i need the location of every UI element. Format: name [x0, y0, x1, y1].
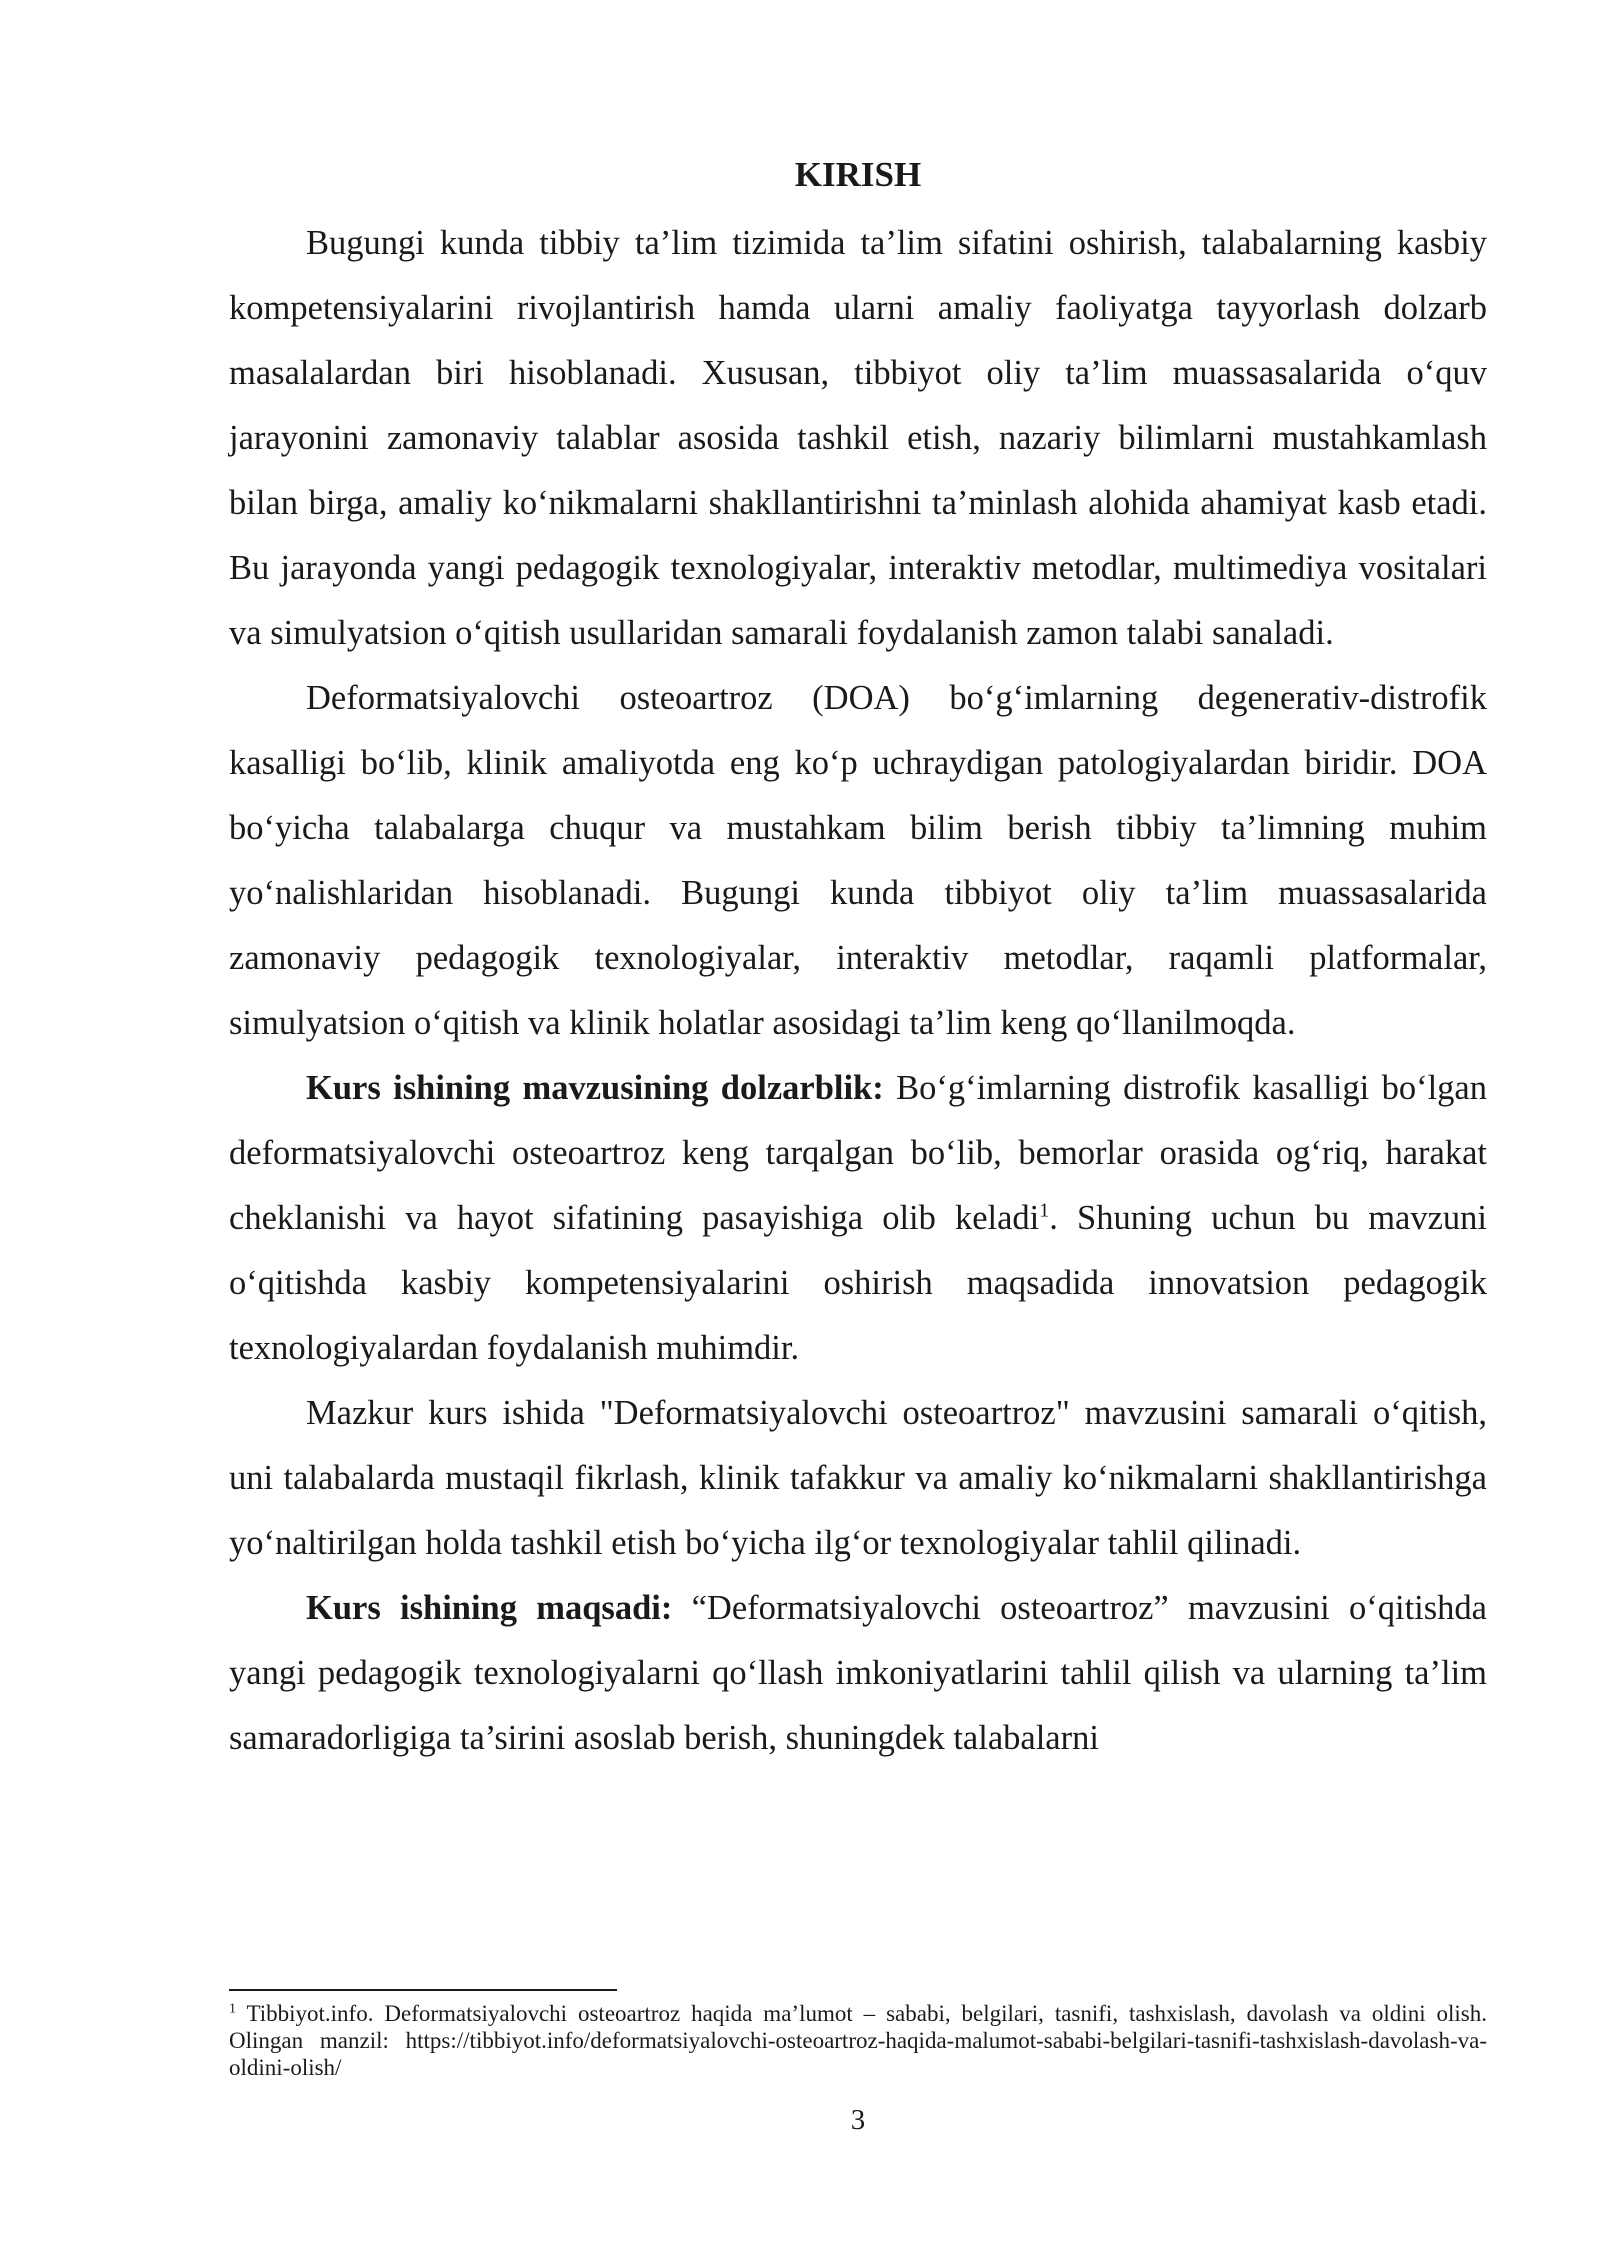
footnote [229, 2000, 1487, 2081]
paragraph-doa: Deformatsiyalovchi osteoartroz (DOA) bo‘g‘imlarning degenerativ-distrofik kasalligi bo‘lib, klinik amaliyotda eng ko‘p uchraydigan patologiyalardan biridir. DOA bo‘yicha talabalarga chuqur va mustahkam bilim berish tibbiy ta’limning muhim yo‘nalishlaridan hisoblanadi. Bugungi kunda tibbiyot oliy ta’lim muassasalarida zamonaviy pedagogik texnologiyalar, interaktiv metodlar, raqamli platformalar, simulyatsion o‘qitish va klinik holatlar asosidagi ta’lim keng qo‘llanilmoqda. [229, 679, 1487, 1042]
relevance-text-a: Bo‘g‘imlarning distrofik kasalligi bo‘lgan deformatsiyalovchi osteoartroz keng tarqalgan bo‘lib, bemorlar orasida og‘riq, harakat cheklanishi va hayot sifatining pasayishiga olib keladi [229, 1069, 1487, 1237]
footnote-reference[interactable]: 1 [1039, 1199, 1050, 1222]
footnote-text: Tibbiyot.info. Deformatsiyalovchi osteoartroz haqida ma’lumot – sababi, belgilari, tasnifi, tashxislash, davolash va oldini olish. Olingan manzil: https://tibbiyot.info/deformatsiyalovchi-osteoartroz-haqida-malumot-sababi-belgilari-tasnifi-tashxislash-davolash-va-oldini-olish/ [229, 2001, 1487, 2080]
goal-text: “Deformatsiyalovchi osteoartroz” mavzusini o‘qitishda yangi pedagogik texnologiyalarni qo‘llash imkoniyatlarini tahlil qilish va ularning ta’lim samaradorligiga ta’sirini asoslab berish, shuningdek talabalarni [229, 1589, 1487, 1757]
paragraph-intro: Bugungi kunda tibbiy ta’lim tizimida ta’lim sifatini oshirish, talabalarning kasbiy kompetensiyalarini rivojlantirish hamda ularni amaliy faoliyatga tayyorlash dolzarb masalalardan biri hisoblanadi. Xususan, tibbiyot oliy ta’lim muassasalarida o‘quv jarayonini zamonaviy talablar asosida tashkil etish, nazariy bilimlarni mustahkamlash bilan birga, amaliy ko‘nikmalarni shakllantirishni ta’minlash alohida ahamiyat kasb etadi. Bu jarayonda yangi pedagogik texnologiyalar, interaktiv metodlar, multimediya vositalari va simulyatsion o‘qitish usullaridan samarali foydalanish zamon talabi sanaladi. [229, 224, 1487, 652]
section-heading: KIRISH [794, 155, 922, 194]
goal-label: Kurs ishining maqsadi: [306, 1589, 673, 1627]
footnote-mark: 1 [229, 2001, 236, 2017]
paragraph-goal [229, 1576, 1487, 1771]
relevance-text-b: . Shuning uchun bu mavzuni o‘qitishda kasbiy kompetensiyalarini oshirish maqsadida innovatsion pedagogik texnologiyalardan foydalanish muhimdir. [229, 1199, 1487, 1367]
footnote-separator [229, 1989, 617, 1991]
page-body [229, 147, 1487, 1771]
paragraph-relevance [229, 1056, 1487, 1381]
paragraph-scope: Mazkur kurs ishida "Deformatsiyalovchi osteoartroz" mavzusini samarali o‘qitish, uni talabalarda mustaqil fikrlash, klinik tafakkur va amaliy ko‘nikmalarni shakllantirishga yo‘naltirilgan holda tashkil etish bo‘yicha ilg‘or texnologiyalar tahlil qilinadi. [229, 1394, 1487, 1562]
relevance-label: Kurs ishining mavzusining dolzarblik: [306, 1069, 884, 1107]
page-number: 3 [850, 2104, 866, 2136]
